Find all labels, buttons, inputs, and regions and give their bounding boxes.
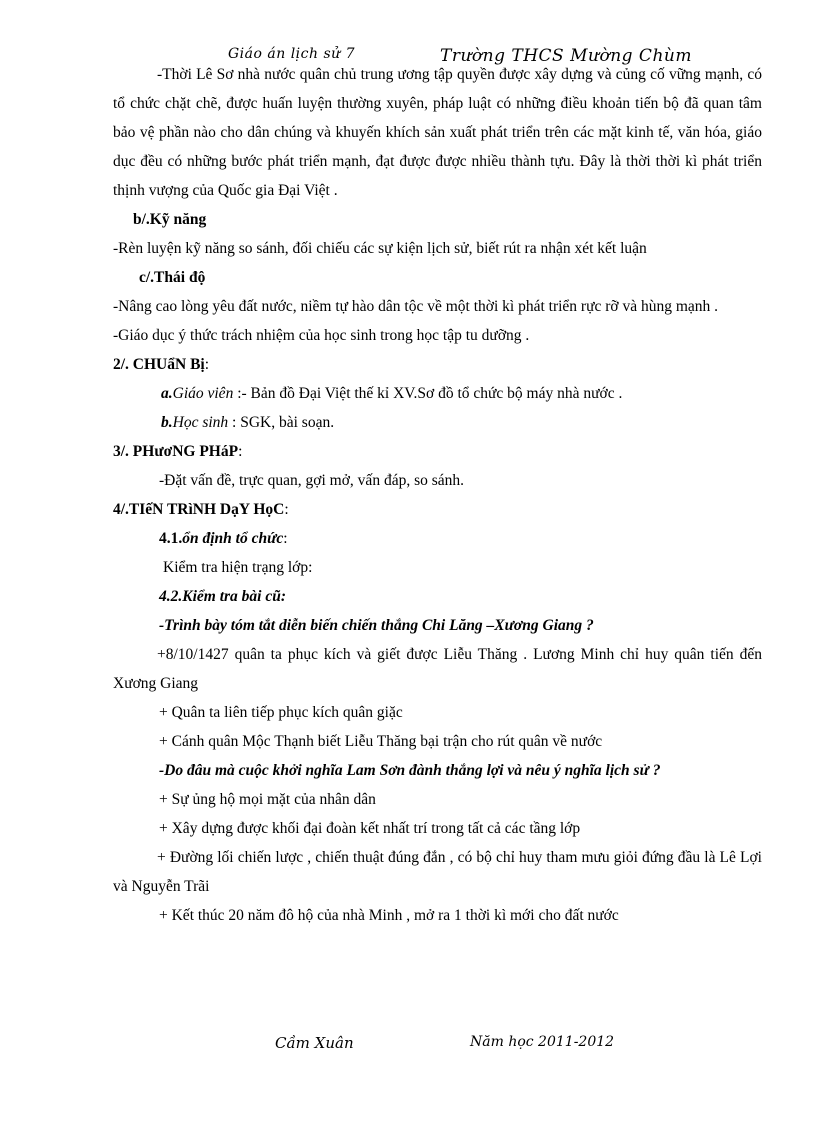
- method-heading: 3/. PHươNG PHáP: [113, 443, 239, 460]
- document-body: [113, 60, 762, 930]
- answer-2-2: + Xây dựng được khối đại đoàn kết nhất trí trong tất cả các tầng lớp: [159, 820, 581, 837]
- process-heading-colon: :: [284, 501, 289, 518]
- header-subject: Giáo án lịch sử 7: [228, 46, 356, 62]
- intro-paragraph: -Thời Lê Sơ nhà nước quân chủ trung ương tập quyền được xây dựng và củng cố vững mạnh, có tổ chức chặt chẽ, được huấn luyện thường xuyên, pháp luật có những điều khoản tiến bộ đã quan tâm bảo vệ phần nào cho dân chúng và khuyến khích sản xuất phát triển trên các mặt kinh tế, văn hóa, giáo dục đều có những bước phát triển mạnh, đạt được được nhiều thành tựu. Đây là thời thời kì phát triển thịnh vượng của Quốc gia Đại Việt .: [113, 66, 762, 199]
- question-2: -Do đâu mà cuộc khởi nghĩa Lam Sơn đành thắng lợi và nêu ý nghĩa lịch sử ?: [159, 762, 661, 779]
- answer-2-1: + Sự ủng hộ mọi mặt của nhân dân: [159, 791, 376, 808]
- footer-school-year: Năm học 2011-2012: [470, 1034, 615, 1050]
- prep-student-letter: b.: [161, 414, 173, 431]
- attitude-text-2: -Giáo dục ý thức trách nhiệm của học sinh trong học tập tu dưỡng .: [113, 327, 530, 344]
- section-4-2: 4.2.Kiểm tra bài cũ:: [159, 588, 287, 605]
- answer-1-2: + Quân ta liên tiếp phục kích quân giặc: [159, 704, 403, 721]
- section-4-1-title: ổn định tổ chức: [182, 530, 284, 547]
- footer-author: Cầm Xuân: [275, 1034, 354, 1052]
- prep-teacher: [113, 379, 762, 408]
- method-text: -Đặt vấn đề, trực quan, gợi mở, vấn đáp, so sánh.: [159, 472, 465, 489]
- section-4-1-number: 4.1.: [159, 530, 183, 547]
- section-4-1-text: Kiểm tra hiện trạng lớp:: [163, 559, 313, 576]
- prep-heading: 2/. CHUẩN Bị: [113, 356, 205, 373]
- method-heading-colon: :: [238, 443, 243, 460]
- prep-heading-line: [113, 350, 762, 379]
- attitude-heading: c/.Thái độ: [139, 269, 206, 286]
- prep-teacher-text: :- Bản đồ Đại Việt thế kỉ XV.Sơ đồ tổ chức bộ máy nhà nước .: [233, 385, 623, 402]
- answer-1-3: + Cánh quân Mộc Thạnh biết Liễu Thăng bại trận cho rút quân về nước: [159, 733, 603, 750]
- section-4-1: [113, 524, 762, 553]
- prep-teacher-label: Giáo viên: [172, 385, 234, 402]
- prep-student-text: : SGK, bài soạn.: [228, 414, 335, 431]
- attitude-text-1: -Nâng cao lòng yêu đất nước, niềm tự hào dân tộc về một thời kì phát triển rực rỡ và hùng mạnh .: [113, 298, 719, 315]
- answer-2-4: + Kết thúc 20 năm đô hộ của nhà Minh , mở ra 1 thời kì mới cho đất nước: [159, 907, 619, 924]
- prep-student: [113, 408, 762, 437]
- question-1: -Trình bày tóm tắt diễn biến chiến thắng Chi Lăng –Xương Giang ?: [159, 617, 594, 634]
- skills-heading: b/.Kỹ năng: [133, 211, 207, 228]
- answer-1-1: +8/10/1427 quân ta phục kích và giết được Liễu Thăng . Lương Minh chỉ huy quân tiến đến Xương Giang: [113, 646, 762, 692]
- skills-text: -Rèn luyện kỹ năng so sánh, đối chiếu các sự kiện lịch sử, biết rút ra nhận xét kết luận: [113, 240, 647, 257]
- process-heading: 4/.TIếN TRìNH DạY HọC: [113, 501, 285, 518]
- process-heading-line: [113, 495, 762, 524]
- prep-student-label: Học sinh: [172, 414, 229, 431]
- prep-heading-colon: :: [204, 356, 210, 373]
- answer-2-3: + Đường lối chiến lược , chiến thuật đúng đắn , có bộ chỉ huy tham mưu giỏi đứng đầu là Lê Lợi và Nguyễn Trãi: [113, 849, 762, 895]
- prep-teacher-letter: a.: [161, 385, 173, 402]
- section-4-1-colon: :: [283, 530, 288, 547]
- header-school: Trường THCS Mường Chùm: [440, 46, 692, 66]
- method-heading-line: [113, 437, 762, 466]
